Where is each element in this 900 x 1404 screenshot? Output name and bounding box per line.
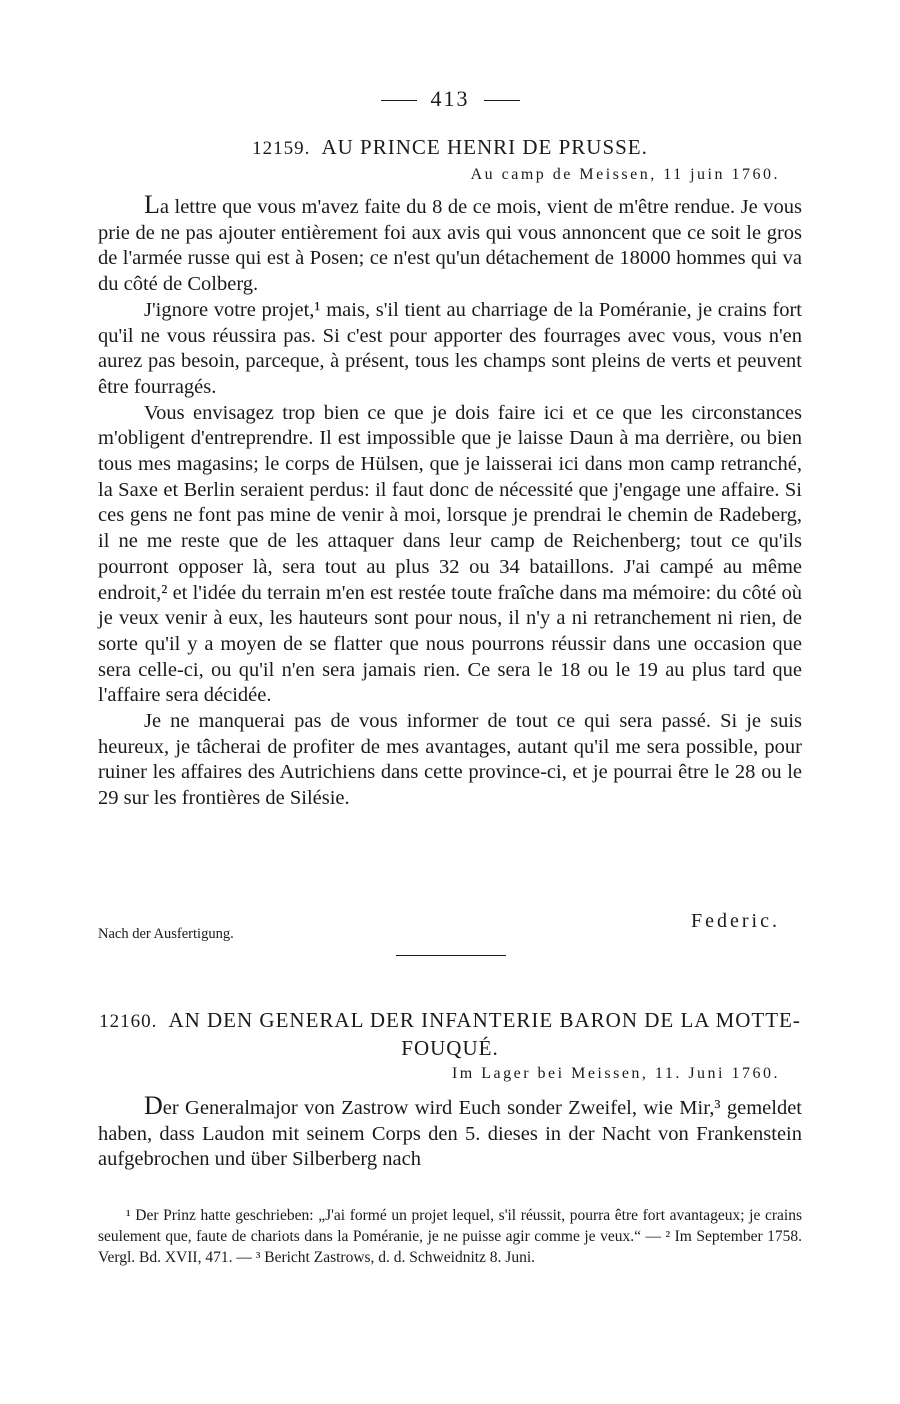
- source-note: Nach der Ausfertigung.: [98, 926, 234, 942]
- letter-title: AN DEN GENERAL DER INFANTERIE BARON DE LA MOTTE-FOUQUÉ.: [168, 1008, 801, 1060]
- signature: Federic.: [691, 910, 780, 932]
- page-number-line: [98, 86, 802, 112]
- paragraph: Der Generalmajor von Zastrow wird Euch sonder Zweifel, wie Mir,³ gemeldet haben, dass Laudon mit seinem Corps den 5. dieses in der Nacht von Frankenstein aufgebrochen und über Silberberg nach: [98, 1091, 802, 1171]
- page-number-rule-right: [484, 100, 520, 101]
- paragraph: J'ignore votre projet,¹ mais, s'il tient au charriage de la Poméranie, je crains fort qu'il ne vous réussira pas. Si c'est pour apporter des fourrages avec vous, vous n'en aurez pas besoin, parceque, à présent, tous les champs sont pleins de verts et peuvent être fourragés.: [98, 298, 802, 398]
- page-number-rule-left: [381, 100, 417, 101]
- letter-number: 12160.: [99, 1011, 158, 1032]
- letter-title: AU PRINCE HENRI DE PRUSSE.: [321, 135, 648, 159]
- letter-12159: [98, 134, 802, 812]
- paragraph: Vous envisagez trop bien ce que je dois faire ici et ce que les circonstances m'obligent d'entreprendre. Il est impossible que je laisse Daun à ma derrière, ou bien tous mes magasins; le corps de Hülsen, que je laisserai ici dans mon camp retranché, la Saxe et Berlin seraient perdus: il faut donc de nécessité que j'engage une affaire. Si ces gens ne font pas mine de venir à moi, lorsque je prendrai le chemin de Radeberg, il ne me reste que de les attaquer dans leur camp de Reichenberg; tout ce qu'ils pourront opposer là, sera tout au plus 32 ou 34 bataillons. J'ai campé au même endroit,² et l'idée du terrain m'en est restée toute fraîche dans ma mémoire: du côté où je veux venir à eux, les hauteurs sont pour nous, il n'y a ni retranchement ni rien, de sorte qu'il y a moyen de se flatter que nous pourrons réussir dans une occasion que sera celle-ci, ou qu'il n'en sera jamais rien. Ce sera le 18 ou le 19 au plus tard que l'affaire sera décidée.: [98, 401, 802, 707]
- letter-12160: [98, 1007, 802, 1173]
- section-separator: [396, 955, 506, 956]
- page-number: 413: [430, 86, 470, 111]
- letter-number: 12159.: [252, 138, 311, 159]
- paragraph: Je ne manquerai pas de vous informer de tout ce qui sera passé. Si je suis heureux, je tâcherai de profiter de mes avantages, autant qu'il me sera possible, pour ruiner les affaires des Autrichiens dans cette province-ci, et je pourrai être le 28 ou le 29 sur les frontières de Silésie.: [98, 710, 802, 810]
- letter-heading: [98, 134, 802, 162]
- letter-body: [98, 192, 802, 812]
- letter-dateline: Im Lager bei Meissen, 11. Juni 1760.: [451, 1065, 780, 1082]
- footnotes: [98, 1205, 802, 1268]
- paragraph: La lettre que vous m'avez faite du 8 de ce mois, vient de m'être rendue. Je vous prie de ne pas ajouter entièrement foi aux avis qui vous annoncent que ce soit le gros de l'armée russe qui est à Posen; ce n'est qu'un détachement de 18000 hommes qui va du côté de Colberg.: [98, 190, 802, 296]
- footnote-text: ¹ Der Prinz hatte geschrieben: „J'ai formé un projet lequel, s'il réussit, pourra être fort avantageux; je crains seulement que, faute de chariots dans la Poméranie, je ne puisse agir comme je veux.“ — ² Im September 1758. Vergl. Bd. XVII, 471. — ³ Bericht Zastrows, d. d. Schweidnitz 8. Juni.: [98, 1207, 802, 1266]
- letter-dateline: Au camp de Meissen, 11 juin 1760.: [470, 166, 780, 183]
- letter-heading: [98, 1007, 802, 1061]
- letter-body: [98, 1093, 802, 1173]
- document-page: [98, 0, 802, 1404]
